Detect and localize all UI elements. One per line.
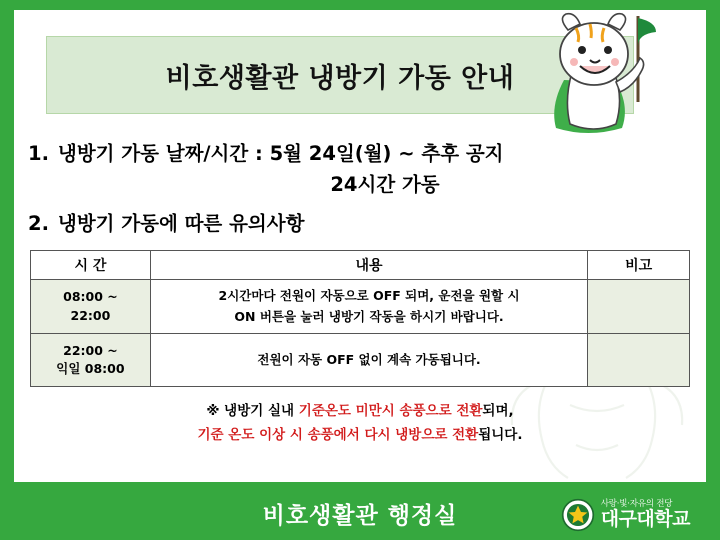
notice-line-2 — [30, 424, 690, 448]
university-slogan: 사랑·빛·자유의 전당 — [600, 498, 673, 509]
time-line-1: 22:00 ~ — [63, 342, 118, 358]
list-item-main: 냉방기 가동에 따른 유의사항 — [58, 211, 305, 235]
notice-line-1 — [30, 400, 690, 424]
university-logo — [561, 498, 690, 532]
description-line-1: 2시간마다 전원이 자동으로 OFF 되며, 운전을 원할 시 — [218, 288, 520, 303]
mascot-tiger-icon — [520, 10, 660, 140]
notice-line1-highlight: 기준온도 미만시 송풍으로 전환 — [298, 403, 483, 419]
list-item — [28, 140, 692, 200]
notice-line2-post: 됩니다. — [478, 426, 523, 443]
notice-line1-pre: ※ 냉방기 실내 — [206, 403, 299, 419]
time-line-1: 08:00 ~ — [63, 288, 118, 304]
page-title: 비호생활관 냉방기 가동 안내 — [165, 62, 515, 94]
notice-list — [28, 140, 692, 240]
notice-line2-highlight: 기준 온도 이상 시 송풍에서 다시 냉방으로 전환 — [197, 426, 479, 443]
table-row — [31, 280, 690, 334]
description-line-2: ON 버튼을 눌러 냉방기 작동을 하시기 바랍니다. — [234, 308, 504, 324]
list-item-number: 1. — [28, 142, 49, 165]
frame-border-left — [0, 0, 14, 540]
table-header-row — [31, 251, 690, 280]
table-header-note: 비고 — [588, 251, 690, 280]
university-wordmark — [601, 500, 690, 530]
university-name: 대구대학교 — [600, 508, 690, 531]
table-cell-note — [588, 334, 690, 387]
university-emblem-icon — [561, 498, 595, 532]
table-cell-note — [588, 280, 690, 334]
description-line-1: 전원이 자동 OFF 없이 계속 가동됩니다. — [257, 351, 481, 367]
list-item-number: 2. — [28, 211, 49, 235]
list-item-text — [58, 140, 692, 200]
list-item-text — [58, 210, 692, 238]
table-header-description: 내용 — [150, 251, 587, 280]
list-item — [28, 210, 692, 238]
schedule-table — [30, 250, 690, 387]
table-cell-description — [150, 334, 587, 387]
list-item-subtext: 24시간 가동 — [330, 173, 440, 197]
notice-line1-post: 되며, — [482, 403, 514, 419]
time-line-2: 22:00 — [70, 307, 111, 323]
time-line-2: 익일 08:00 — [56, 361, 125, 377]
frame-border-top — [0, 0, 720, 10]
table-row — [31, 334, 690, 387]
frame-border-right — [706, 0, 720, 540]
footer-office-name: 비호생활관 행정실 — [262, 503, 458, 529]
list-item-main: 냉방기 가동 날짜/시간 : 5월 24일(월) ~ 추후 공지 — [58, 142, 504, 165]
table-cell-description — [150, 280, 587, 334]
footnote-notice — [30, 400, 690, 447]
table-header-time: 시 간 — [31, 251, 151, 280]
table-cell-time — [31, 280, 151, 334]
table-cell-time — [31, 334, 151, 387]
